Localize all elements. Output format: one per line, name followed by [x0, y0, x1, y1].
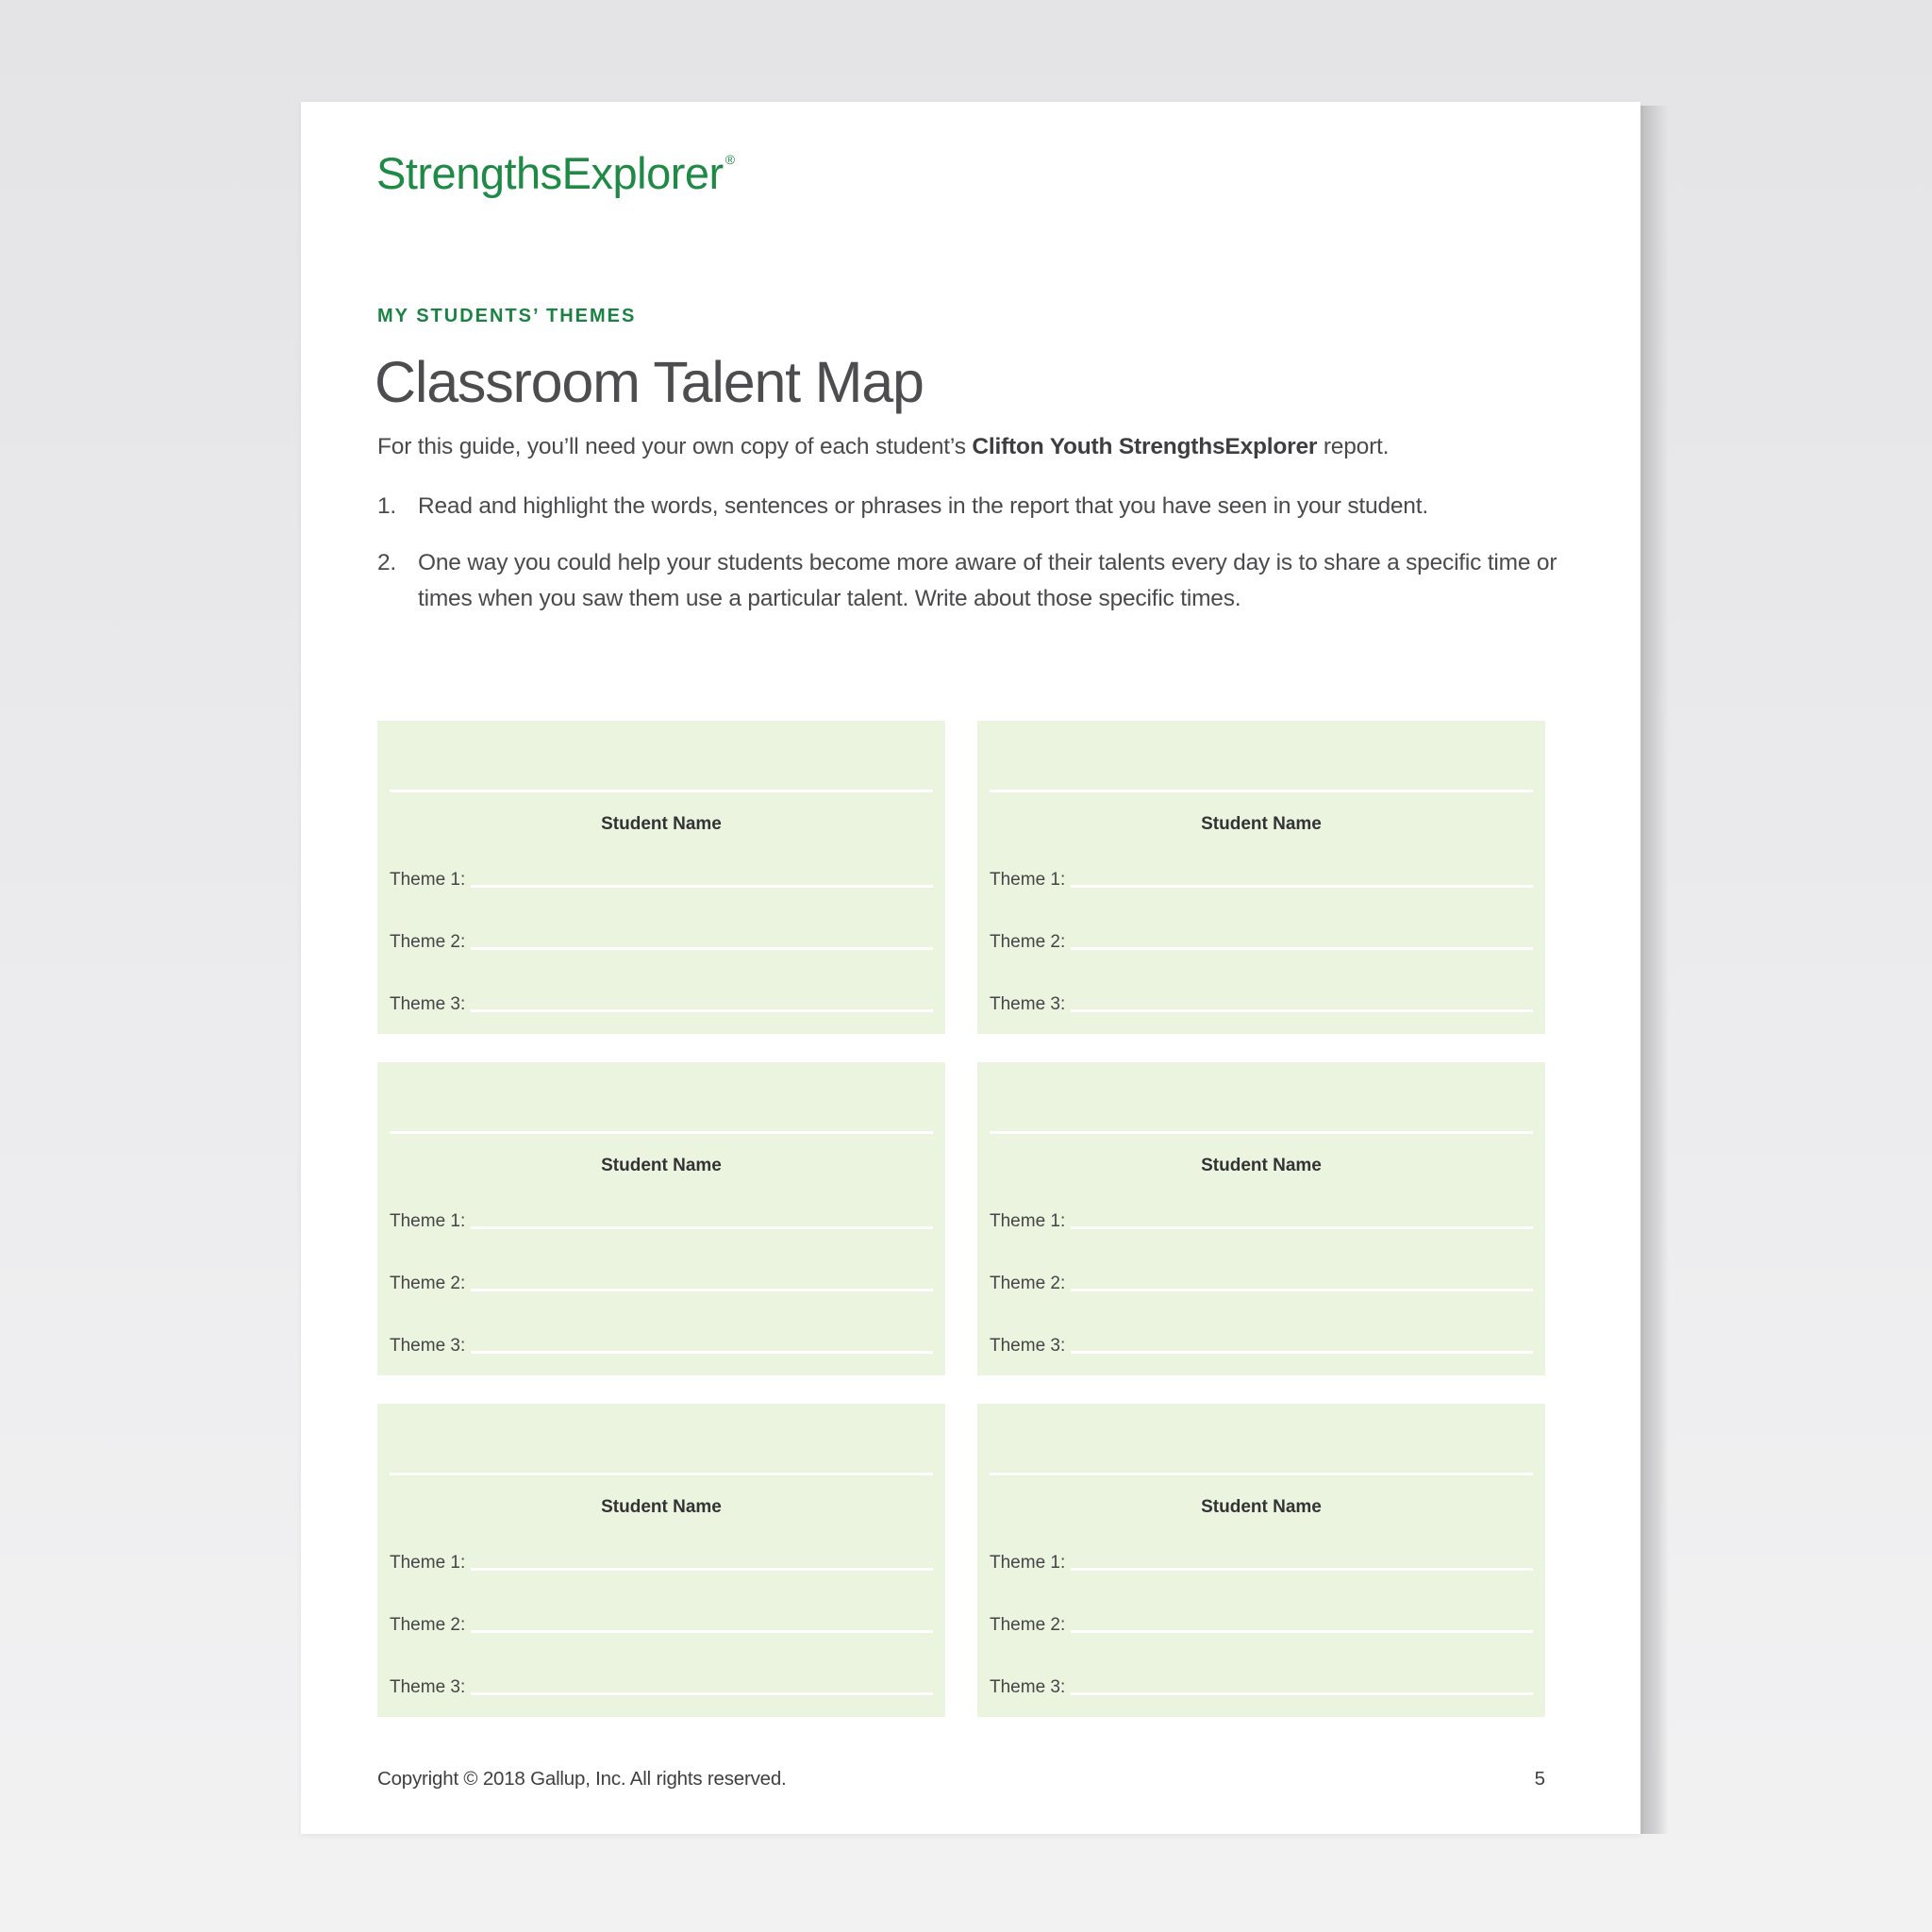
theme-row [390, 1677, 933, 1698]
theme-2-field[interactable] [1071, 1289, 1533, 1291]
student-name-field[interactable] [390, 790, 933, 792]
theme-3-field[interactable] [1071, 1692, 1533, 1695]
theme-label: Theme 1: [390, 1553, 466, 1573]
theme-2-field[interactable] [471, 1289, 933, 1291]
theme-row [990, 1615, 1533, 1636]
theme-label: Theme 1: [990, 1553, 1066, 1573]
step-number: 1. [377, 493, 397, 519]
copyright-notice: Copyright © 2018 Gallup, Inc. All rights reserved. [377, 1768, 787, 1790]
theme-2-field[interactable] [471, 1630, 933, 1633]
theme-3-field[interactable] [1071, 1351, 1533, 1354]
theme-2-field[interactable] [1071, 947, 1533, 950]
intro-text-after: report. [1317, 434, 1390, 459]
student-name-field[interactable] [990, 790, 1533, 792]
step-text: One way you could help your students become more aware of their talents every day is to share a specific time or times when you saw them use a particular talent. Write about those specific times. [418, 550, 1557, 611]
theme-label: Theme 2: [390, 1615, 466, 1635]
registered-mark: ® [724, 152, 735, 167]
document-page [301, 102, 1641, 1834]
theme-label: Theme 2: [390, 932, 466, 952]
theme-label: Theme 2: [990, 1274, 1066, 1293]
theme-3-field[interactable] [471, 1351, 933, 1354]
theme-2-field[interactable] [1071, 1630, 1533, 1633]
theme-label: Theme 1: [390, 1211, 466, 1231]
theme-1-field[interactable] [471, 885, 933, 888]
theme-label: Theme 3: [390, 994, 466, 1014]
page-number: 5 [1534, 1768, 1545, 1790]
theme-row [990, 1553, 1533, 1574]
student-card [377, 1404, 945, 1717]
student-name-field[interactable] [390, 1131, 933, 1134]
theme-label: Theme 3: [990, 1677, 1066, 1697]
theme-row [390, 1274, 933, 1294]
theme-row [990, 870, 1533, 891]
instruction-list [377, 489, 1566, 638]
theme-label: Theme 3: [390, 1336, 466, 1356]
theme-row [990, 1336, 1533, 1357]
student-name-field[interactable] [990, 1131, 1533, 1134]
theme-row [390, 1336, 933, 1357]
brand-name: StrengthsExplorer [376, 148, 724, 198]
intro-text-before: For this guide, you’ll need your own copy of each student’s [377, 434, 973, 459]
theme-label: Theme 1: [990, 870, 1066, 890]
theme-1-field[interactable] [1071, 1226, 1533, 1229]
page-shadow [1641, 106, 1669, 1834]
intro-report-name: Clifton Youth StrengthsExplorer [972, 434, 1318, 459]
student-name-field[interactable] [390, 1473, 933, 1475]
theme-1-field[interactable] [1071, 1568, 1533, 1571]
theme-row [990, 1677, 1533, 1698]
instruction-item [377, 545, 1566, 617]
theme-row [990, 1211, 1533, 1232]
theme-row [990, 1274, 1533, 1294]
student-name-label: Student Name [601, 1497, 722, 1517]
instruction-item [377, 489, 1566, 525]
theme-row [390, 870, 933, 891]
theme-row [390, 1211, 933, 1232]
student-name-label: Student Name [1201, 814, 1322, 834]
step-number: 2. [377, 550, 397, 575]
student-name-label: Student Name [601, 814, 722, 834]
student-card [977, 1062, 1545, 1375]
theme-3-field[interactable] [471, 1692, 933, 1695]
brand-logo [376, 147, 735, 199]
student-name-label: Student Name [1201, 1497, 1322, 1517]
theme-row [390, 1553, 933, 1574]
theme-row [390, 932, 933, 953]
theme-2-field[interactable] [471, 947, 933, 950]
theme-1-field[interactable] [471, 1226, 933, 1229]
student-card [377, 1062, 945, 1375]
student-name-label: Student Name [601, 1156, 722, 1175]
theme-label: Theme 1: [390, 870, 466, 890]
student-name-label: Student Name [1201, 1156, 1322, 1175]
student-card [977, 721, 1545, 1034]
theme-label: Theme 3: [990, 1336, 1066, 1356]
section-eyebrow: MY STUDENTS’ THEMES [377, 306, 637, 326]
theme-label: Theme 1: [990, 1211, 1066, 1231]
theme-3-field[interactable] [471, 1009, 933, 1012]
page-title: Classroom Talent Map [375, 350, 924, 414]
theme-3-field[interactable] [1071, 1009, 1533, 1012]
theme-label: Theme 3: [390, 1677, 466, 1697]
theme-label: Theme 3: [990, 994, 1066, 1014]
theme-label: Theme 2: [990, 1615, 1066, 1635]
student-card [977, 1404, 1545, 1717]
student-name-field[interactable] [990, 1473, 1533, 1475]
theme-row [390, 994, 933, 1015]
theme-row [990, 994, 1533, 1015]
student-card [377, 721, 945, 1034]
theme-label: Theme 2: [390, 1274, 466, 1293]
theme-label: Theme 2: [990, 932, 1066, 952]
theme-1-field[interactable] [471, 1568, 933, 1571]
intro-paragraph [377, 434, 1566, 460]
theme-1-field[interactable] [1071, 885, 1533, 888]
theme-row [990, 932, 1533, 953]
step-text: Read and highlight the words, sentences or phrases in the report that you have seen in your student. [418, 493, 1428, 519]
talent-card-grid [377, 721, 1545, 1717]
theme-row [390, 1615, 933, 1636]
